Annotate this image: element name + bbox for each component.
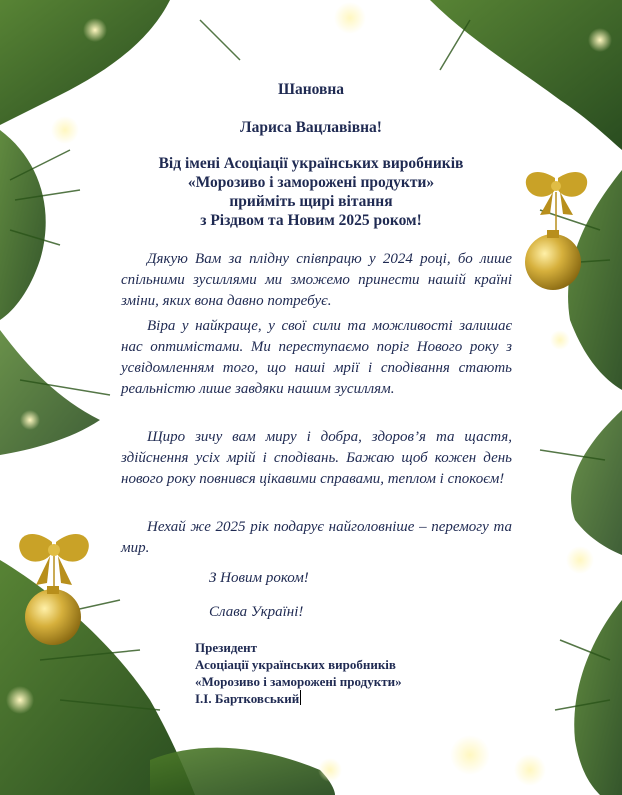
salutation: Шановна: [277, 81, 345, 98]
text-cursor: [300, 690, 301, 705]
glory-to-ukraine: Слава Україні!: [209, 604, 304, 620]
signature-title: Президент: [195, 640, 258, 655]
body-paragraph-1: Дякую Вам за плідну співпрацю у 2024 році, бо лише спільними зусиллями ми зможемо принести нашій країні зміни, яких вона давно потребує.: [121, 251, 512, 309]
body-paragraph-3: Щиро зичу вам миру і добра, здоров’я та щастя, здійснення усіх мрій і сподівань. Бажаю щоб кожен день нового року повнився цікавими справами, теплом і спокоєм!: [121, 429, 512, 487]
signature-block-name: [195, 690, 301, 707]
signature-org-line-2: «Морозиво і заморожені продукти»: [195, 674, 402, 689]
intro-line-4: з Різдвом та Новим 2025 роком!: [200, 212, 422, 229]
body-paragraph-2: Віра у найкраще, у свої сили та можливості залишає нас оптимістами. Ми переступаємо поріг Нового року з усвідомленням того, що наші мрії і сподівання стають реальністю лише завдяки нашим зусиллям.: [121, 318, 512, 397]
new-year-wish: З Новим роком!: [209, 570, 309, 586]
intro-line-2: «Морозиво і заморожені продукти»: [187, 174, 435, 191]
recipient-name: Лариса Вацлавівна!: [240, 119, 382, 136]
intro-line-3: прийміть щирі вітання: [229, 193, 393, 210]
signature-name: І.І. Бартковський: [195, 691, 300, 706]
body-paragraph-4: Нехай же 2025 рік подарує найголовніше – перемогу та мир.: [121, 519, 512, 556]
intro-line-1: Від імені Асоціації українських виробників: [158, 155, 464, 172]
signature-org-line-1: Асоціації українських виробників: [195, 657, 396, 672]
